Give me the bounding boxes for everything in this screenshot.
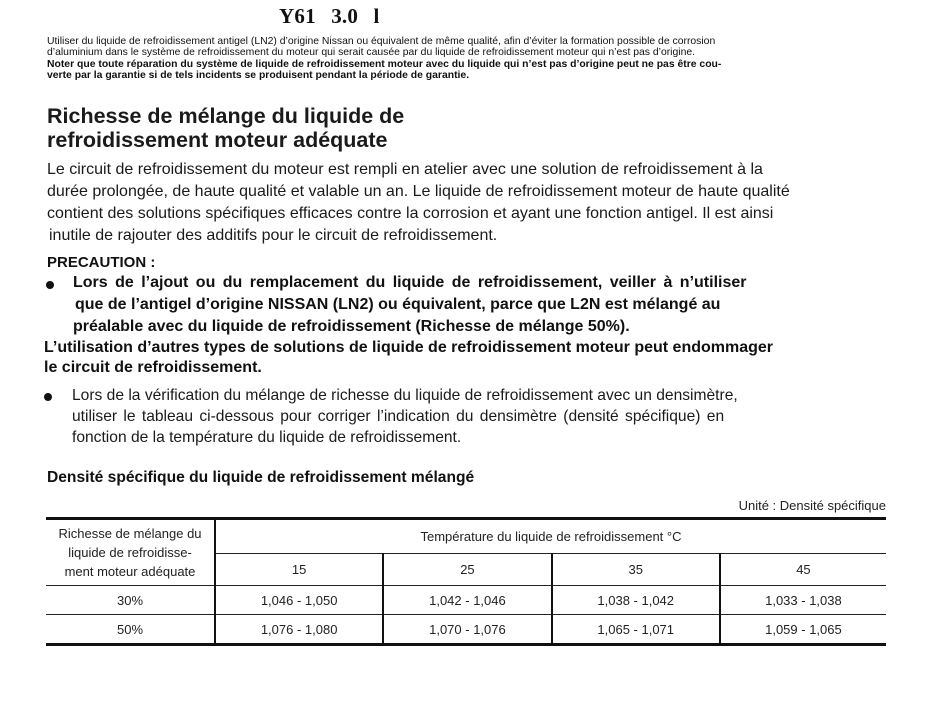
check-line: utiliser le tableau ci-dessous pour corriger l’indication du densimètre (densité spécifique) en [72,408,725,425]
density-table [46,517,886,646]
mix-cell: 30% [46,586,215,615]
density-cell: 1,046 - 1,050 [215,586,383,615]
temperature-25: 25 [383,554,551,586]
note-line: d’aluminium dans le système de refroidissement du moteur qui serait causée par du liquide de refroidissement moteur qui n’est pas d’origine. [47,47,696,59]
density-cell: 1,076 - 1,080 [215,615,383,645]
precaution-title: PRECAUTION : [47,254,156,271]
heading-line: Richesse de mélange du liquide de [47,104,405,128]
check-line: fonction de la température du liquide de refroidissement. [72,429,462,446]
intro-line: durée prolongée, de haute qualité et valable un an. Le liquide de refroidissement moteur de haute qualité [47,183,790,200]
note-line: Utiliser du liquide de refroidissement antigel (LN2) d’origine Nissan ou équivalent de même qualité, afin d’éviter la formation possible de corrosion [47,36,716,47]
note-bold-line: verte par la garantie si de tels incidents se produisent pendant la période de garantie. [47,69,470,81]
precaution-line: Lors de l’ajout ou du remplacement du liquide de refroidissement, veiller à n’utiliser [73,274,747,291]
document-title: Y61 3.0 l [279,4,380,28]
heading-line: refroidissement moteur adéquate [47,128,388,152]
warning-line: le circuit de refroidissement. [44,359,262,376]
temperature-35: 35 [552,554,720,586]
row-header-line: ment moteur adéquate [64,564,196,579]
row-header-line: liquide de refroidisse- [68,545,192,560]
nissan-coolant-note [47,36,721,81]
bullet-icon [46,281,54,289]
density-cell: 1,065 - 1,071 [552,615,720,645]
section-heading [47,104,404,152]
temperature-15: 15 [291,562,307,577]
precaution-line: préalable avec du liquide de refroidissement (Richesse de mélange 50%). [73,318,630,335]
density-cell: 1,033 - 1,038 [720,586,886,615]
density-cell: 1,070 - 1,076 [383,615,551,645]
mix-cell: 50% [46,615,215,645]
temperature-45: 45 [720,554,886,586]
intro-line: Le circuit de refroidissement du moteur est rempli en atelier avec une solution de refroidissement à la [47,161,763,178]
warning-line: L’utilisation d’autres types de solutions de liquide de refroidissement moteur peut endommager [44,339,774,356]
bullet-icon [44,393,52,401]
precaution-line: que de l’antigel d’origine NISSAN (LN2) ou équivalent, parce que L2N est mélangé au [75,296,721,313]
density-cell: 1,038 - 1,042 [552,586,720,615]
intro-paragraph [47,159,790,247]
density-cell: 1,042 - 1,046 [383,586,551,615]
temperature-header: Température du liquide de refroidissement °C [215,519,886,554]
precaution-warning [44,338,773,378]
intro-line: contient des solutions spécifiques efficaces contre la corrosion et ayant une fonction antigel. Il est ainsi [47,205,774,222]
density-cell: 1,059 - 1,065 [720,615,886,645]
table-row [46,586,886,615]
row-header-line: Richesse de mélange du [58,526,202,541]
table-row [46,615,886,645]
densimeter-bullet [72,385,738,448]
table-title: Densité spécifique du liquide de refroidissement mélangé [47,469,475,486]
note-bold-line: Noter que toute réparation du système de liquide de refroidissement moteur avec du liquide qui n’est pas d’origine peut ne pas être cou- [47,58,722,70]
check-line: Lors de la vérification du mélange de richesse du liquide de refroidissement avec un densimètre, [72,387,738,404]
row-header [46,519,215,586]
precaution-bullet [73,272,746,338]
table-unit: Unité : Densité spécifique [738,498,886,513]
intro-line: inutile de rajouter des additifs pour le circuit de refroidissement. [49,227,498,244]
